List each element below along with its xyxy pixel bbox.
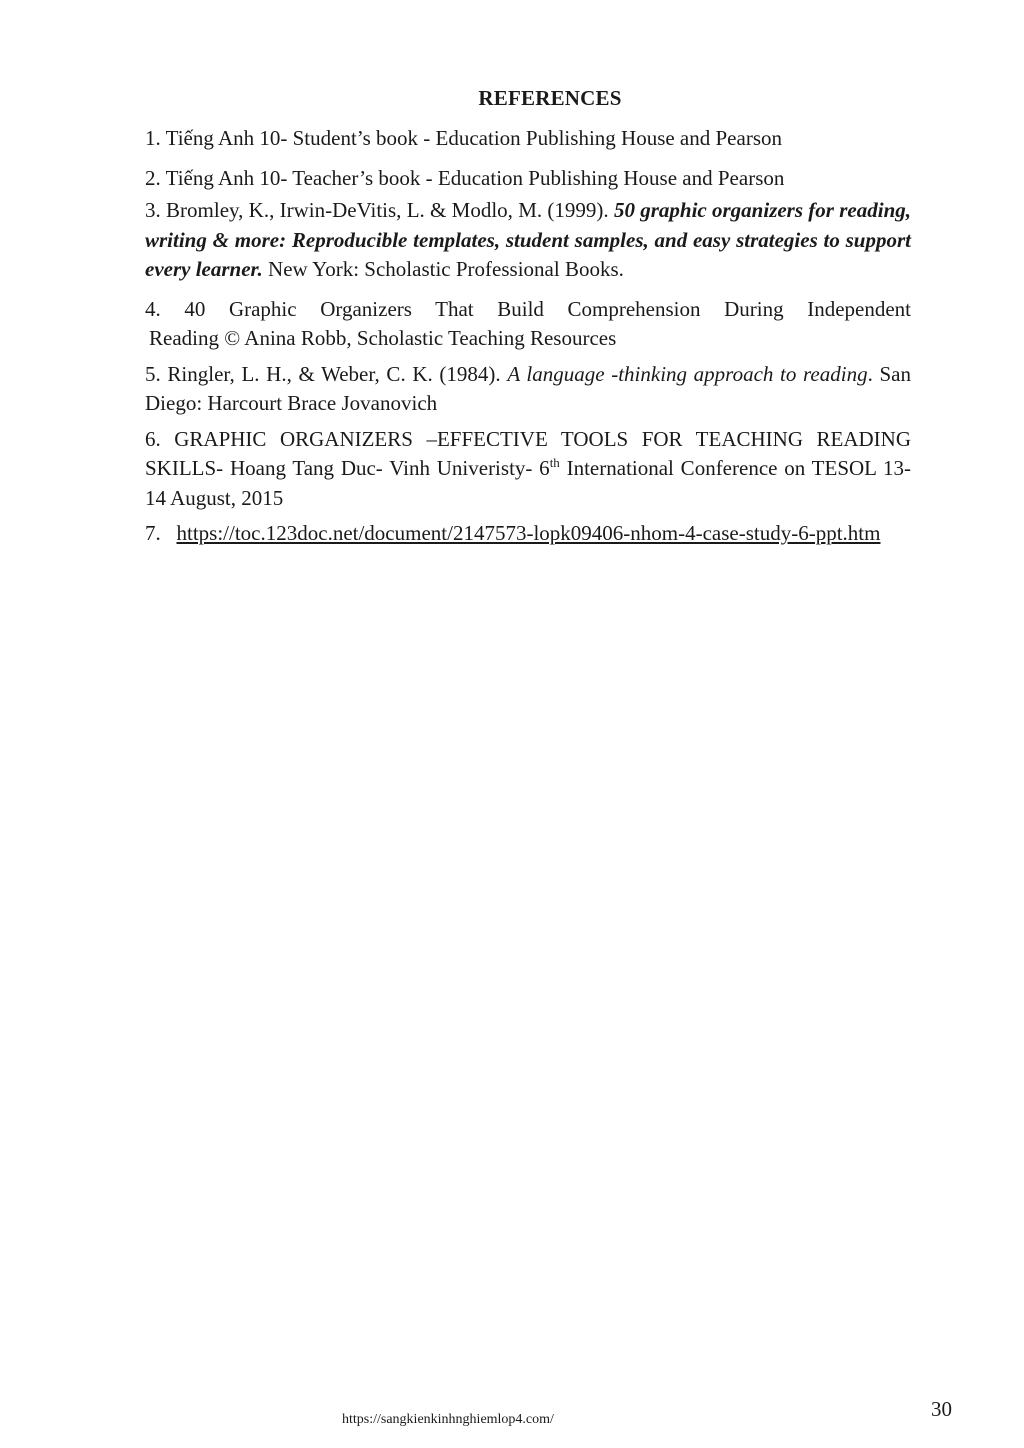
reference-6-superscript: th xyxy=(549,455,560,470)
reference-5-authors: 5. Ringler, L. H., & Weber, C. K. (1984). xyxy=(145,361,501,386)
reference-5-title: A language -thinking approach to reading xyxy=(507,361,868,386)
reference-list xyxy=(145,124,911,555)
reference-4 xyxy=(145,295,911,354)
references-heading: REFERENCES xyxy=(478,86,622,110)
reference-3-authors: 3. Bromley, K., Irwin-DeVitis, L. & Modlo, M. (1999). xyxy=(145,198,609,222)
reference-5-publisher: . San Diego: Harcourt Brace Jovanovich xyxy=(145,361,911,415)
reference-3 xyxy=(145,196,911,285)
footer-url: https://sangkienkinhnghiemlop4.com/ xyxy=(342,1412,554,1427)
reference-2: 2. Tiếng Anh 10- Teacher’s book - Education Publishing House and Pearson xyxy=(145,165,785,190)
reference-6-rest: International Conference on TESOL 13-14 August, 2015 xyxy=(145,456,911,510)
reference-7-number: 7. xyxy=(145,521,161,545)
reference-6-text: 6. GRAPHIC ORGANIZERS –EFFECTIVE TOOLS FOR TEACHING READING SKILLS- Hoang Tang Duc- Vinh Univeristy- 6 xyxy=(145,426,911,480)
reference-3-colon: : xyxy=(279,227,287,252)
reference-4-line1: 4. 40 Graphic Organizers That Build Comprehension During Independent xyxy=(145,296,911,321)
reference-4-line2: Reading © Anina Robb, Scholastic Teaching Resources xyxy=(149,326,617,350)
reference-7 xyxy=(145,519,911,549)
reference-7-link[interactable]: https://toc.123doc.net/document/2147573-lopk09406-nhom-4-case-study-6-ppt.htm xyxy=(176,521,881,545)
reference-3-subtitle: Reproducible templates, student samples, and easy strategies to support every learner xyxy=(145,227,911,281)
reference-5 xyxy=(145,360,911,419)
reference-3-publisher: New York: Scholastic Professional Books. xyxy=(268,257,624,281)
reference-6 xyxy=(145,425,911,514)
reference-3-title: 50 graphic organizers for reading, writing & more xyxy=(145,198,912,252)
reference-1: 1. Tiếng Anh 10- Student’s book - Education Publishing House and Pearson xyxy=(145,126,782,150)
reference-3-period: . xyxy=(257,257,263,281)
page-number: 30 xyxy=(931,1397,952,1421)
